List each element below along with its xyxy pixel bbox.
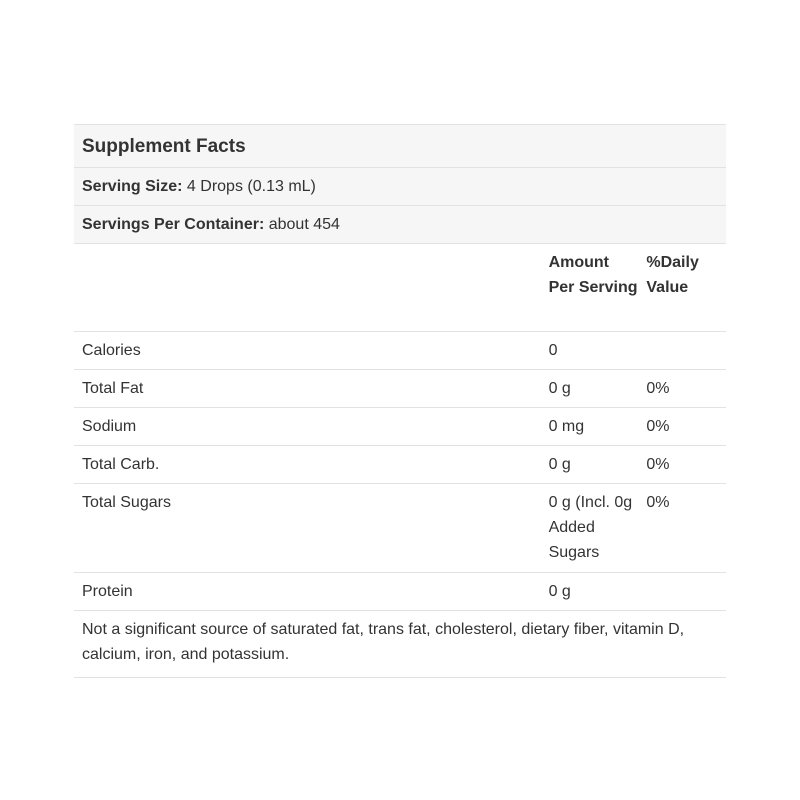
serving-size-row <box>74 168 726 206</box>
servings-per-container-value: about 454 <box>264 216 340 233</box>
daily-value-header: %Daily Value <box>646 254 699 296</box>
column-header-row <box>74 244 726 332</box>
supplement-facts-table <box>74 124 726 678</box>
nutrient-daily-value <box>638 573 726 611</box>
nutrient-daily-value: 0% <box>646 494 670 511</box>
footnote: Not a significant source of saturated fat, trans fat, cholesterol, dietary fiber, vitamin D, calcium, iron, and potassium. <box>82 621 685 663</box>
title-row <box>74 125 726 168</box>
nutrient-name: Total Carb. <box>82 456 160 473</box>
table-row <box>74 408 726 446</box>
nutrient-name: Protein <box>82 583 133 600</box>
table-row <box>74 573 726 611</box>
nutrient-daily-value: 0% <box>646 418 670 435</box>
serving-size-label: Serving Size: <box>82 178 183 195</box>
table-title: Supplement Facts <box>74 125 726 168</box>
serving-size-value: 4 Drops (0.13 mL) <box>182 178 316 195</box>
nutrient-name: Total Sugars <box>82 494 171 511</box>
amount-header: Amount Per Serving <box>548 254 638 296</box>
table-row <box>74 484 726 573</box>
nutrient-amount: 0 g <box>548 583 571 600</box>
nutrient-amount: 0 <box>548 342 558 359</box>
table-row <box>74 332 726 370</box>
footnote-row <box>74 611 726 678</box>
nutrient-daily-value <box>638 332 726 370</box>
nutrient-amount: 0 g <box>548 456 571 473</box>
nutrient-daily-value: 0% <box>646 456 670 473</box>
nutrient-name: Calories <box>82 342 141 359</box>
servings-per-container-row <box>74 206 726 244</box>
nutrient-name: Sodium <box>82 418 137 435</box>
table-row <box>74 370 726 408</box>
nutrient-amount: 0 mg <box>548 418 585 435</box>
nutrient-amount: 0 g (Incl. 0g Added Sugars <box>548 494 633 561</box>
nutrient-daily-value: 0% <box>646 380 670 397</box>
table-row <box>74 446 726 484</box>
servings-per-container-label: Servings Per Container: <box>82 216 265 233</box>
nutrient-amount: 0 g <box>548 380 571 397</box>
header-blank <box>74 244 541 332</box>
nutrient-name: Total Fat <box>82 380 144 397</box>
